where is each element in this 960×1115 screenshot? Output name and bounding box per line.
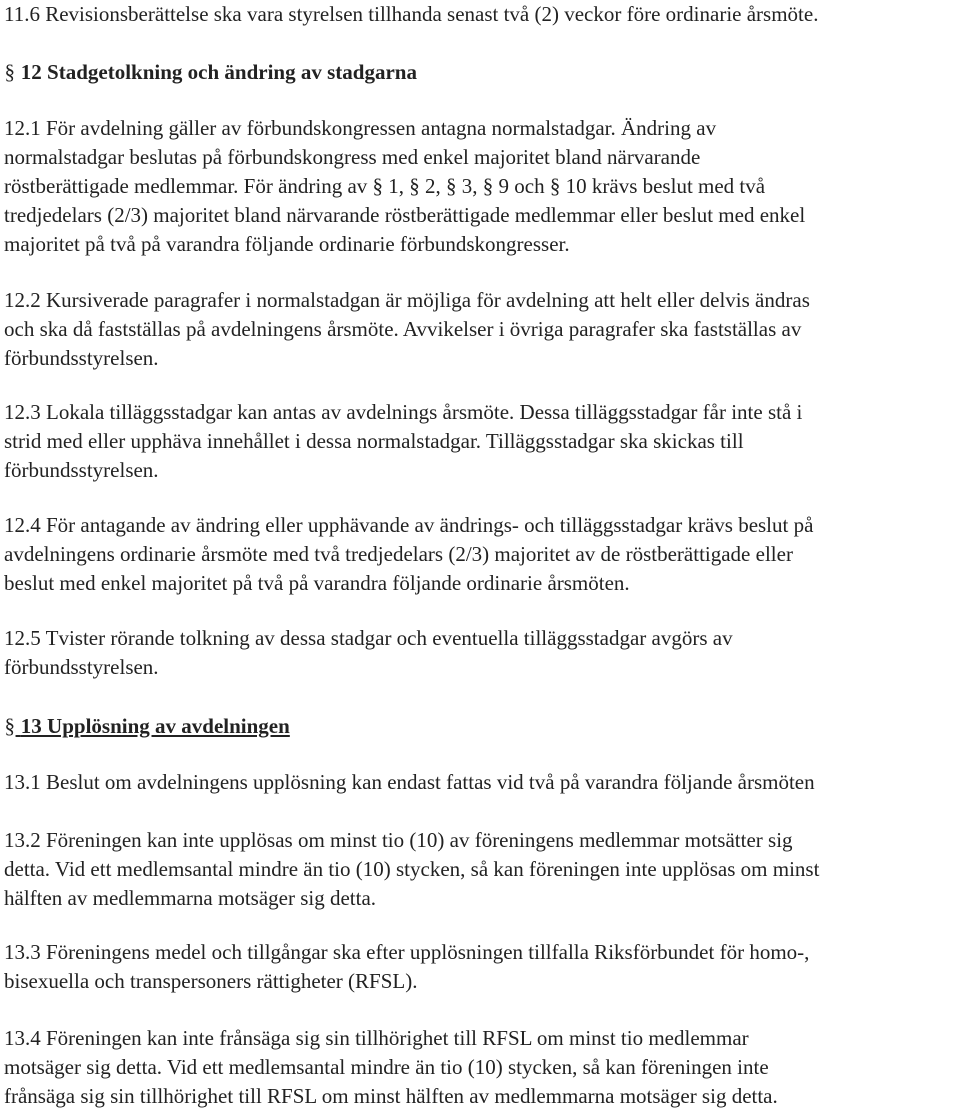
heading-text: 12 Stadgetolkning och ändring av stadgarna — [20, 60, 417, 84]
paragraph-12-5 — [4, 624, 733, 682]
text-line: bisexuella och transpersoners rättigheter (RFSL). — [4, 969, 418, 993]
paragraph-12-3 — [4, 398, 802, 485]
text-line: förbundsstyrelsen. — [4, 458, 159, 482]
paragraph-13-3 — [4, 938, 809, 996]
text-line: 13.2 Föreningen kan inte upplösas om minst tio (10) av föreningens medlemmar motsätter sig — [4, 828, 793, 852]
paragraph-symbol-icon: § — [4, 714, 16, 738]
paragraph-13-1 — [4, 768, 815, 797]
text-line: detta. Vid ett medlemsantal mindre än tio (10) stycken, så kan föreningen inte upplösas om minst — [4, 857, 820, 881]
text-line: och ska då fastställas på avdelningens årsmöte. Avvikelser i övriga paragrafer ska fastställas av — [4, 317, 802, 341]
text-line: avdelningens ordinarie årsmöte med två tredjedelars (2/3) majoritet av de röstberättigade eller — [4, 542, 793, 566]
text-line: tredjedelars (2/3) majoritet bland närvarande röstberättigade medlemmar eller beslut med enkel — [4, 203, 806, 227]
text-line: 12.2 Kursiverade paragrafer i normalstadgan är möjliga för avdelning att helt eller delvis ändras — [4, 288, 810, 312]
text-line: 13.1 Beslut om avdelningens upplösning kan endast fattas vid två på varandra följande årsmöten — [4, 770, 815, 794]
text-line: frånsäga sig sin tillhörighet till RFSL om minst hälften av medlemmarna motsäger sig detta. — [4, 1084, 778, 1108]
text-line: motsäger sig detta. Vid ett medlemsantal mindre än tio (10) stycken, så kan föreningen inte — [4, 1055, 769, 1079]
paragraph-13-2 — [4, 826, 819, 913]
paragraph-symbol-icon: § — [4, 60, 16, 84]
text-line: hälften av medlemmarna motsäger sig detta. — [4, 886, 377, 910]
text-line: 13.4 Föreningen kan inte frånsäga sig sin tillhörighet till RFSL om minst tio medlemmar — [4, 1026, 749, 1050]
text-line: strid med eller upphäva innehållet i dessa normalstadgar. Tilläggsstadgar ska skickas till — [4, 429, 744, 453]
text-line: förbundsstyrelsen. — [4, 655, 159, 679]
paragraph-11-6 — [4, 0, 818, 29]
text-line: 13.3 Föreningens medel och tillgångar ska efter upplösningen tillfalla Riksförbundet för homo-, — [4, 940, 810, 964]
paragraph-13-4 — [4, 1024, 778, 1111]
text-line: beslut med enkel majoritet på två på varandra följande ordinarie årsmöten. — [4, 571, 630, 595]
text-line: förbundsstyrelsen. — [4, 346, 159, 370]
section-heading-12 — [4, 58, 417, 87]
text-line: majoritet på två på varandra följande ordinarie förbundskongresser. — [4, 232, 570, 256]
text-line: 12.1 För avdelning gäller av förbundskongressen antagna normalstadgar. Ändring av — [4, 116, 717, 140]
heading-text: 13 Upplösning av avdelningen — [20, 714, 290, 738]
text-line: normalstadgar beslutas på förbundskongress med enkel majoritet bland närvarande — [4, 145, 701, 169]
paragraph-12-1 — [4, 114, 805, 259]
paragraph-12-2 — [4, 286, 810, 373]
text-line: 12.3 Lokala tilläggsstadgar kan antas av avdelnings årsmöte. Dessa tilläggsstadgar får inte stå i — [4, 400, 803, 424]
section-heading-13 — [4, 712, 290, 741]
text-line: 11.6 Revisionsberättelse ska vara styrelsen tillhanda senast två (2) veckor före ordinarie årsmöte. — [4, 2, 819, 26]
paragraph-12-4 — [4, 511, 813, 598]
text-line: 12.5 Tvister rörande tolkning av dessa stadgar och eventuella tilläggsstadgar avgörs av — [4, 626, 733, 650]
text-line: 12.4 För antagande av ändring eller upphävande av ändrings- och tilläggsstadgar krävs beslut på — [4, 513, 814, 537]
text-line: röstberättigade medlemmar. För ändring av § 1, § 2, § 3, § 9 och § 10 krävs beslut med två — [4, 174, 766, 198]
